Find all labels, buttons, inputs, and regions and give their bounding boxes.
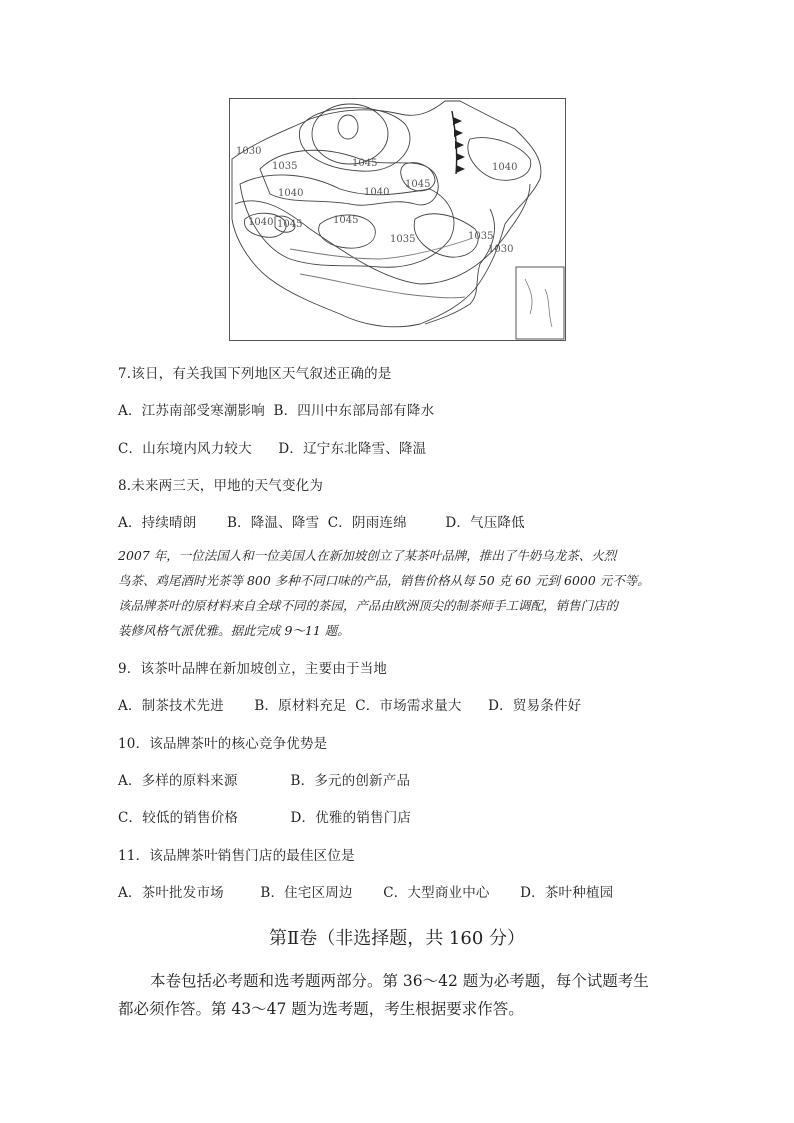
option-d: D．优雅的销售门店 bbox=[290, 810, 412, 826]
option-c: C．大型商业中心 bbox=[383, 885, 490, 901]
high-center-inner bbox=[338, 115, 358, 139]
weather-map bbox=[229, 98, 566, 341]
isobar-label: 1040 bbox=[278, 188, 304, 199]
question-11-options bbox=[118, 881, 613, 901]
isobar-label: 1045 bbox=[352, 158, 378, 169]
option-b: B．降温、降雪 bbox=[226, 515, 320, 531]
country-outline bbox=[232, 101, 541, 327]
passage-line: 鸟茶、鸡尾酒时光茶等 800 多种不同口味的产品，销售价格从每 50 克 60 元到 6000 元不等。 bbox=[118, 573, 650, 588]
option-d: D．气压降低 bbox=[445, 515, 525, 531]
question-8-options bbox=[118, 511, 525, 531]
option-d: D．贸易条件好 bbox=[488, 698, 582, 714]
passage-line: 该品牌茶叶的原材料来自全球不同的茶园，产品由欧洲顶尖的制茶师手工调配，销售门店的 bbox=[118, 598, 619, 613]
isobar-label: 1040 bbox=[364, 187, 390, 198]
isobar-label: 1035 bbox=[390, 234, 416, 245]
question-9-stem: 9．该茶叶品牌在新加坡创立，主要由于当地 bbox=[118, 661, 388, 677]
question-10-options-row1 bbox=[118, 769, 410, 789]
option-a: A．制茶技术先进 bbox=[118, 698, 224, 714]
question-11-stem: 11．该品牌茶叶销售门店的最佳区位是 bbox=[118, 848, 355, 864]
question-7-options-row2 bbox=[118, 437, 426, 457]
question-7-stem: 7.该日，有关我国下列地区天气叙述正确的是 bbox=[118, 366, 392, 382]
coastline bbox=[425, 209, 495, 324]
isobar-label: 1030 bbox=[236, 146, 262, 157]
option-c: C．较低的销售价格 bbox=[118, 810, 239, 826]
question-7-options-row1 bbox=[118, 399, 434, 419]
passage-line: 2007 年，一位法国人和一位美国人在新加坡创立了某茶叶品牌，推出了牛奶乌龙茶、火烈 bbox=[118, 548, 617, 563]
option-d: D．辽宁东北降雪、降温 bbox=[278, 441, 427, 457]
river-2 bbox=[300, 274, 465, 298]
question-9-options bbox=[118, 694, 581, 714]
reading-passage bbox=[118, 543, 688, 643]
option-a: A．江苏南部受寒潮影响 bbox=[118, 403, 265, 419]
isobar-label: 1045 bbox=[405, 179, 431, 190]
passage-line: 装修风格气派优雅。据此完成 9～11 题。 bbox=[118, 623, 350, 638]
option-c: C．阴雨连绵 bbox=[327, 515, 407, 531]
question-10-options-row2 bbox=[118, 806, 411, 826]
section-intro-line1: 本卷包括必考题和选考题两部分。第 36～42 题为必考题，每个试题考生 bbox=[150, 972, 649, 990]
river bbox=[290, 239, 470, 259]
option-c: C．山东境内风力较大 bbox=[118, 441, 252, 457]
question-10-stem: 10．该品牌茶叶的核心竞争优势是 bbox=[118, 736, 328, 752]
isobar-label: 1035 bbox=[272, 161, 298, 172]
isobar-map-drawing bbox=[230, 99, 565, 340]
section-intro-line2: 都必须作答。第 43～47 题为选考题，考生根据要求作答。 bbox=[118, 1000, 524, 1018]
inset-map bbox=[516, 267, 564, 339]
option-a: A．茶叶批发市场 bbox=[118, 885, 224, 901]
section-heading: 第Ⅱ卷（非选择题，共 160 分） bbox=[268, 928, 526, 949]
option-b: B．多元的创新产品 bbox=[290, 773, 411, 789]
isobar-1040-northeast bbox=[468, 138, 531, 181]
option-a: A．持续晴朗 bbox=[118, 515, 197, 531]
option-d: D．茶叶种植园 bbox=[520, 885, 614, 901]
isobar-label: 1045 bbox=[333, 215, 359, 226]
isobar-label: 1030 bbox=[488, 244, 514, 255]
option-b: B．原材料充足 bbox=[254, 698, 347, 714]
isobar-label: 1035 bbox=[468, 231, 494, 242]
isobar-label: 1040 bbox=[248, 217, 274, 228]
question-8-stem: 8.未来两三天，甲地的天气变化为 bbox=[118, 478, 324, 494]
high-center-ring bbox=[312, 104, 388, 164]
isobar-label: 1040 bbox=[492, 162, 518, 173]
option-c: C．市场需求量大 bbox=[355, 698, 462, 714]
option-b: B．住宅区周边 bbox=[260, 885, 353, 901]
isobar-label: 1045 bbox=[277, 219, 303, 230]
option-b: B．四川中东部局部有降水 bbox=[273, 403, 435, 419]
option-a: A．多样的原料来源 bbox=[118, 773, 238, 789]
